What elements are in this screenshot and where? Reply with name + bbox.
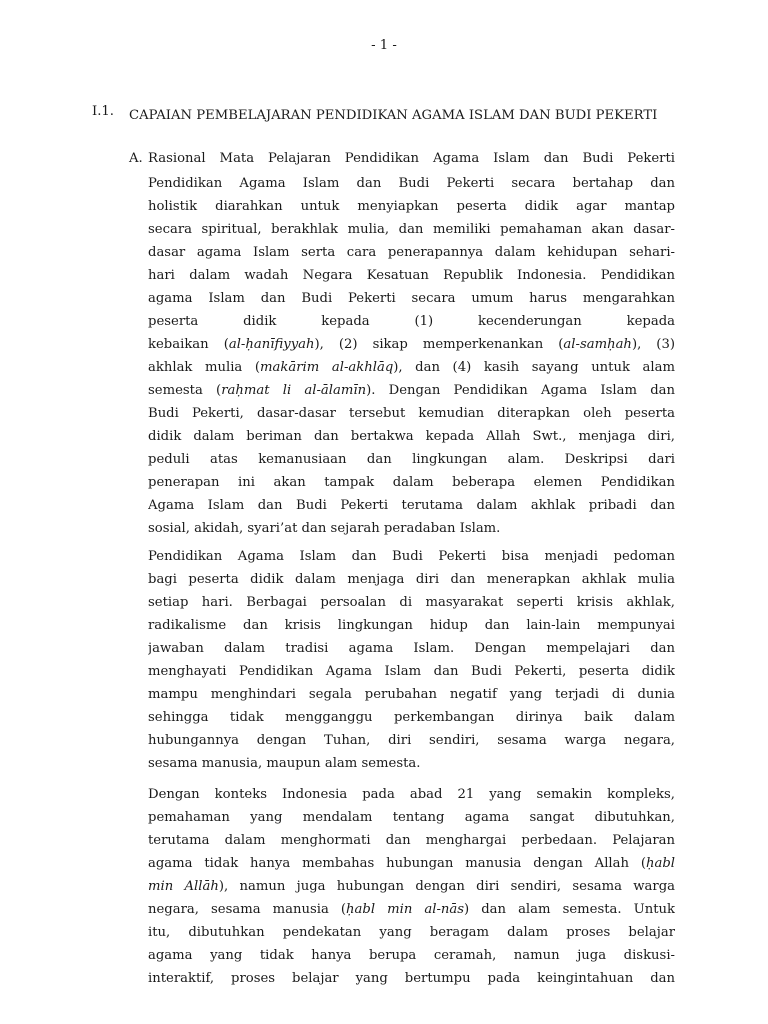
paragraph-pedoman — [148, 545, 675, 775]
text-line: secara spiritual, berakhlak mulia, dan memiliki pemahaman akan dasar- — [148, 222, 675, 237]
italic-term: raḥmat li al-ālamīn — [221, 383, 367, 398]
text-line: penerapan ini akan tampak dalam beberapa elemen Pendidikan — [148, 475, 675, 490]
text-line: jawaban dalam tradisi agama Islam. Dengan mempelajari dan — [148, 641, 675, 656]
text-line: Pendidikan Agama Islam dan Budi Pekerti secara bertahap dan — [148, 176, 675, 191]
subsection-label: A. — [129, 151, 143, 166]
text-line: setiap hari. Berbagai persoalan di masyarakat seperti krisis akhlak, — [148, 595, 675, 610]
text-line: dasar agama Islam serta cara penerapannya dalam kehidupan sehari- — [148, 245, 675, 260]
text-line: bagi peserta didik dalam menjaga diri dan menerapkan akhlak mulia — [148, 572, 675, 587]
text-line: didik dalam beriman dan bertakwa kepada Allah Swt., menjaga diri, — [148, 429, 675, 444]
subsection-title: Rasional Mata Pelajaran Pendidikan Agama Islam dan Budi Pekerti — [148, 151, 675, 166]
text-line: sesama manusia, maupun alam semesta. — [148, 756, 421, 771]
text-line: Pendidikan Agama Islam dan Budi Pekerti bisa menjadi pedoman — [148, 549, 675, 564]
text-line: hubungannya dengan Tuhan, diri sendiri, sesama warga negara, — [148, 733, 675, 748]
text-line: Agama Islam dan Budi Pekerti terutama dalam akhlak pribadi dan — [148, 498, 675, 513]
text-line: pemahaman yang mendalam tentang agama sangat dibutuhkan, — [148, 810, 675, 825]
text-line: peserta didik kepada (1) kecenderungan kepada — [148, 314, 675, 329]
text-line: menghayati Pendidikan Agama Islam dan Budi Pekerti, peserta didik — [148, 664, 675, 679]
text-line: terutama dalam menghormati dan menghargai perbedaan. Pelajaran — [148, 833, 675, 848]
italic-term: al-samḥah — [563, 337, 632, 352]
italic-term: ḥabl — [645, 856, 675, 871]
text-line: agama tidak hanya membahas hubungan manusia dengan Allah (ḥabl — [148, 856, 675, 871]
text-line: Dengan konteks Indonesia pada abad 21 yang semakin kompleks, — [148, 787, 675, 802]
text-line: sehingga tidak mengganggu perkembangan dirinya baik dalam — [148, 710, 675, 725]
text-line: mampu menghindari segala perubahan negatif yang terjadi di dunia — [148, 687, 675, 702]
paragraph-konteks — [148, 783, 675, 990]
page-number: - 1 - — [371, 38, 397, 53]
italic-term: ḥabl min al-nās — [346, 902, 465, 917]
text-line: agama Islam dan Budi Pekerti secara umum harus mengarahkan — [148, 291, 675, 306]
text-line: sosial, akidah, syari’at dan sejarah peradaban Islam. — [148, 521, 501, 536]
text-line: min Allāh), namun juga hubungan dengan diri sendiri, sesama warga — [148, 879, 675, 894]
text-line: itu, dibutuhkan pendekatan yang beragam dalam proses belajar — [148, 925, 675, 940]
text-line: hari dalam wadah Negara Kesatuan Republik Indonesia. Pendidikan — [148, 268, 675, 283]
text-line: interaktif, proses belajar yang bertumpu pada keingintahuan dan — [148, 971, 675, 986]
italic-term: al-ḥanīfiyyah — [228, 337, 315, 352]
text-line: holistik diarahkan untuk menyiapkan peserta didik agar mantap — [148, 199, 675, 214]
paragraph-rasional — [148, 172, 675, 540]
text-line: peduli atas kemanusiaan dan lingkungan alam. Deskripsi dari — [148, 452, 675, 467]
section-number: I.1. — [92, 104, 114, 119]
text-line: semesta (raḥmat li al-ālamīn). Dengan Pendidikan Agama Islam dan — [148, 383, 675, 398]
text-line: negara, sesama manusia (ḥabl min al-nās) dan alam semesta. Untuk — [148, 902, 675, 917]
section-title: CAPAIAN PEMBELAJARAN PENDIDIKAN AGAMA ISLAM DAN BUDI PEKERTI — [129, 108, 658, 123]
text-line: kebaikan (al-ḥanīfiyyah), (2) sikap memperkenankan (al-samḥah), (3) — [148, 337, 675, 352]
italic-term: makārim al-akhlāq — [260, 360, 394, 375]
text-line: akhlak mulia (makārim al-akhlāq), dan (4) kasih sayang untuk alam — [148, 360, 675, 375]
text-line: agama yang tidak hanya berupa ceramah, namun juga diskusi- — [148, 948, 675, 963]
text-line: radikalisme dan krisis lingkungan hidup dan lain-lain mempunyai — [148, 618, 675, 633]
italic-term: min Allāh — [148, 879, 219, 894]
text-line: Budi Pekerti, dasar-dasar tersebut kemudian diterapkan oleh peserta — [148, 406, 675, 421]
